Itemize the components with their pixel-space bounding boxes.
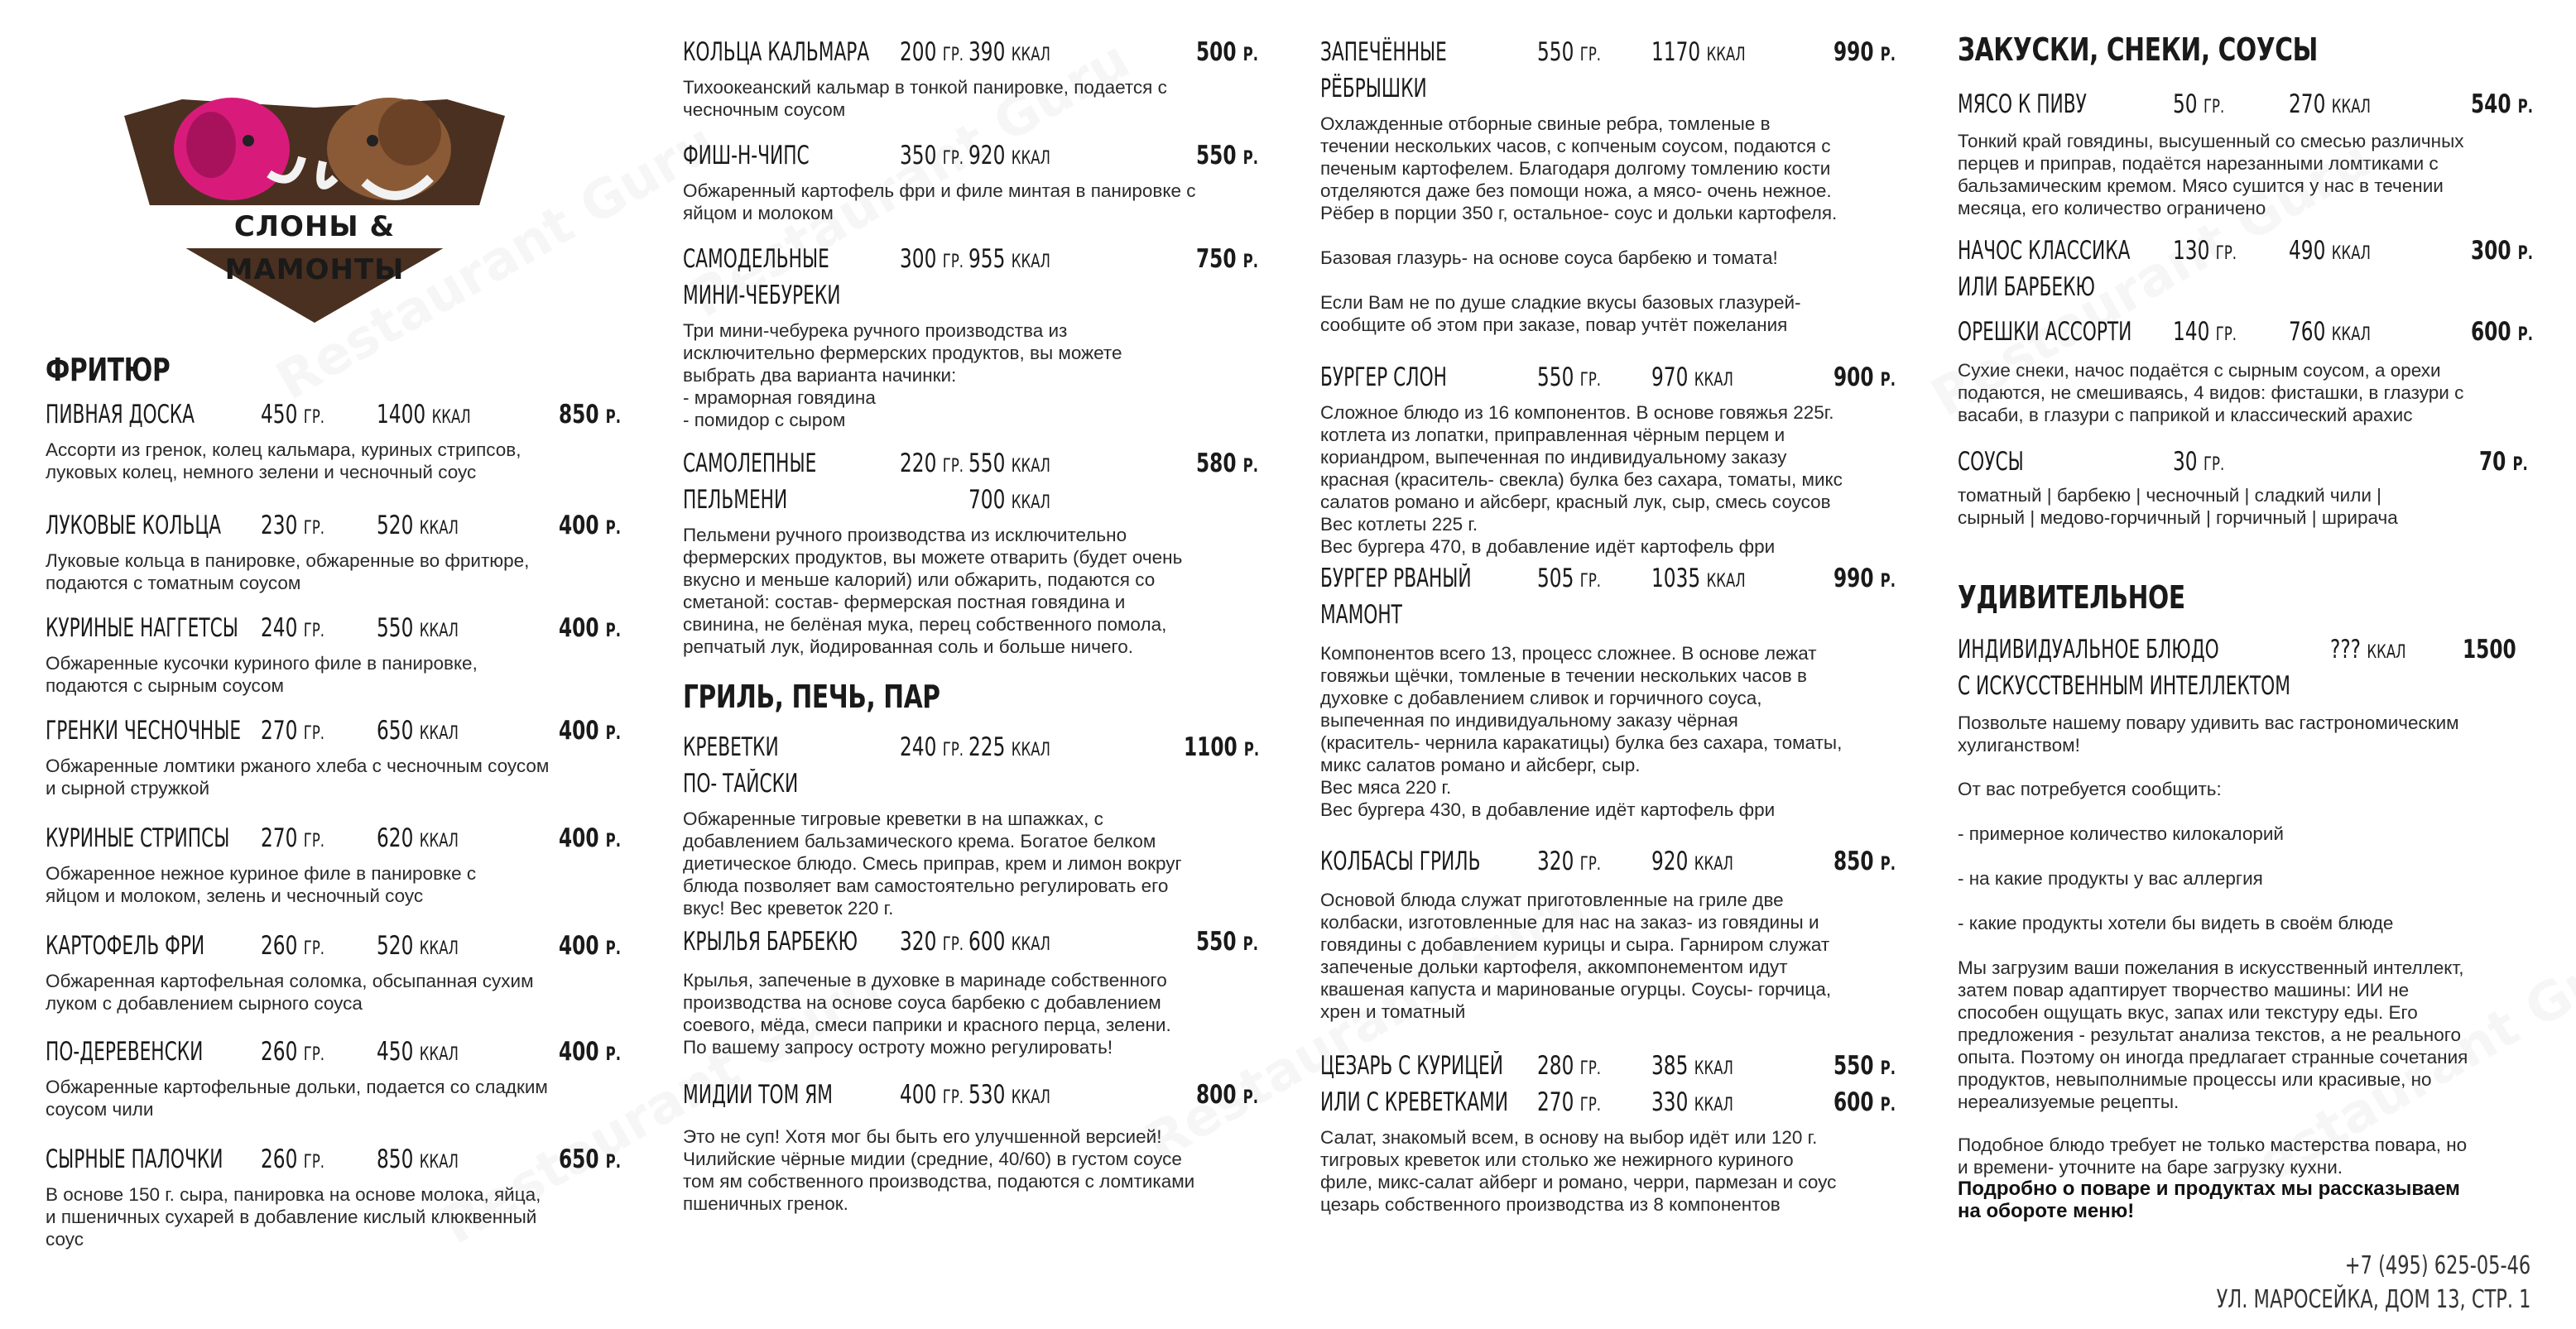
item-kcal: 550 ККАЛ bbox=[377, 613, 459, 643]
item-price: 550 Р. bbox=[1833, 1051, 1896, 1081]
item-price: 300 Р. bbox=[2471, 236, 2533, 266]
item-price: 850 Р. bbox=[559, 400, 621, 429]
item-kcal: 955 ККАЛ bbox=[968, 244, 1050, 274]
section-title-surprise: УДИВИТЕЛЬНОЕ bbox=[1958, 579, 2185, 616]
item-name: МЯСО К ПИВУ bbox=[1958, 89, 2087, 119]
item-description: Крылья, запеченые в духовке в маринаде собственного производства на основе соуса барбекю с добавлением соевого, мёда, смеси паприки и красного перца, зелени. По вашему запросу остроту можно регулировать! bbox=[683, 970, 1171, 1058]
item-name: С ИСКУССТВЕННЫМ ИНТЕЛЛЕКТОМ bbox=[1958, 671, 2290, 701]
item-weight: 300 ГР. bbox=[900, 244, 964, 274]
item-name: БУРГЕР СЛОН bbox=[1320, 362, 1447, 392]
item-price: 400 Р. bbox=[559, 613, 621, 643]
item-price: 540 Р. bbox=[2471, 89, 2533, 119]
item-name: КРЕВЕТКИ bbox=[683, 732, 779, 762]
item-name: ПО-ДЕРЕВЕНСКИ bbox=[46, 1037, 204, 1067]
item-weight: 260 ГР. bbox=[261, 931, 325, 961]
item-name: ЦЕЗАРЬ С КУРИЦЕЙ bbox=[1320, 1051, 1503, 1081]
item-name: ЛУКОВЫЕ КОЛЬЦА bbox=[46, 511, 222, 540]
item-name: ИЛИ С КРЕВЕТКАМИ bbox=[1320, 1087, 1508, 1117]
item-kcal: 520 ККАЛ bbox=[377, 931, 459, 961]
item-kcal: 1035 ККАЛ bbox=[1651, 564, 1746, 593]
item-price: 990 Р. bbox=[1833, 37, 1896, 67]
item-name: ПО- ТАЙСКИ bbox=[683, 769, 799, 799]
item-description: Луковые кольца в панировке, обжаренные во фритюре, подаются с томатным соусом bbox=[46, 550, 530, 593]
item-kcal: 850 ККАЛ bbox=[377, 1144, 459, 1174]
item-price: 500 Р. bbox=[1196, 37, 1258, 67]
item-kcal: 650 ККАЛ bbox=[377, 716, 459, 746]
section-title-fryer: ФРИТЮР bbox=[46, 352, 171, 388]
item-kcal: 490 ККАЛ bbox=[2289, 236, 2371, 266]
item-kcal: 920 ККАЛ bbox=[1651, 847, 1733, 876]
item-price: 600 Р. bbox=[2471, 317, 2533, 347]
item-description: Охлажденные отборные свиные ребра, томленые в течении нескольких часов, с копченым соусом, подаются с печеным картофелем. Благодаря долгому томлению кости отделяются даже без помощи ножа, а мясо- очень нежное. Рёбер в порции 350 г, остальное- соус и дольки картофеля. Базовая глазурь- на основе соуса барбекю и томата! Если Вам не по душе сладкие вкусы базовых глазурей- сообщите об этом при заказе, повар учтёт пожелания bbox=[1320, 113, 1838, 335]
item-price: 400 Р. bbox=[559, 931, 621, 961]
item-name: ФИШ-Н-ЧИПС bbox=[683, 141, 810, 170]
item-weight: 350 ГР. bbox=[900, 141, 964, 170]
item-name: МИДИИ ТОМ ЯМ bbox=[683, 1080, 834, 1110]
item-description: Салат, знакомый всем, в основу на выбор идёт или 120 г. тигровых креветок или столько же нежирного куриного филе, микс-салат айберг и романо, черри, пармезан и соус цезарь собственного производства из 8 компонентов bbox=[1320, 1127, 1837, 1215]
item-description: томатный | барбекю | чесночный | сладкий чили | сырный | медово-горчичный | горчичный | шрирача bbox=[1958, 485, 2398, 528]
item-kcal: 225 ККАЛ bbox=[968, 732, 1050, 762]
item-price: 1100 Р. bbox=[1184, 732, 1260, 762]
item-weight: 240 ГР. bbox=[261, 613, 325, 643]
section-title-grill: ГРИЛЬ, ПЕЧЬ, ПАР bbox=[683, 679, 940, 715]
item-name: ИНДИВИДУАЛЬНОЕ БЛЮДО bbox=[1958, 635, 2219, 664]
item-price: 900 Р. bbox=[1833, 362, 1896, 392]
item-kcal: 390 ККАЛ bbox=[968, 37, 1050, 67]
item-kcal: 270 ККАЛ bbox=[2289, 89, 2371, 119]
item-weight: 260 ГР. bbox=[261, 1144, 325, 1174]
item-price: 850 Р. bbox=[1833, 847, 1896, 876]
ai-bullet: - примерное количество килокалорий bbox=[1958, 823, 2284, 844]
item-price: 400 Р. bbox=[559, 823, 621, 853]
item-description: В основе 150 г. сыра, панировка на основе молока, яйца, и пшеничных сухарей в добавление кислый клюквенный соус bbox=[46, 1184, 541, 1250]
item-kcal: 520 ККАЛ bbox=[377, 511, 459, 540]
item-price: 650 Р. bbox=[559, 1144, 621, 1174]
item-kcal: ??? ККАЛ bbox=[2330, 635, 2406, 664]
ai-bullet: - на какие продукты у вас аллергия bbox=[1958, 868, 2263, 889]
item-weight: 550 ГР. bbox=[1537, 362, 1602, 392]
item-kcal: 970 ККАЛ bbox=[1651, 362, 1733, 392]
item-description: Сухие снеки, начос подаётся с сырным соусом, а орехи подаются, не смешиваясь, 4 видов: фисташки, в глазури с васаби, в глазури с паприкой и классический арахис bbox=[1958, 360, 2464, 425]
item-description: Обжаренные тигровые креветки в на шпажках, с добавлением бальзамического крема. Богатое белком диетическое блюдо. Смесь приправ, крем и лимон вокруг блюда позволяет вам самостоятельно регулировать его вкус! Вес креветок 220 г. bbox=[683, 808, 1182, 919]
footer-phone: +7 (495) 625-05-46 bbox=[2344, 1251, 2530, 1280]
item-name: ИЛИ БАРБЕКЮ bbox=[1958, 272, 2095, 302]
item-name: ПЕЛЬМЕНИ bbox=[683, 485, 788, 515]
item-name: МАМОНТ bbox=[1320, 600, 1402, 630]
item-name: МИНИ-ЧЕБУРЕКИ bbox=[683, 281, 841, 310]
ai-note: Подобное блюдо требует не только мастерства повара, но и времени- уточните на баре загрузку кухни. bbox=[1958, 1135, 2468, 1178]
item-description: Это не суп! Хотя мог бы быть его улучшенной версией! Чилийские чёрные мидии (средние, 40/60) в густом соусе том ям собственного производства, подаются с ломтиками пшеничных гренок. bbox=[683, 1126, 1195, 1214]
item-description: Обжаренное нежное куриное филе в панировке с яйцом и молоком, зелень и чесночный соус bbox=[46, 863, 477, 906]
item-kcal: 330 ККАЛ bbox=[1651, 1087, 1733, 1117]
item-weight: 550 ГР. bbox=[1537, 37, 1602, 67]
item-description: Обжаренный картофель фри и филе минтая в панировке с яйцом и молоком bbox=[683, 180, 1196, 223]
item-price: 400 Р. bbox=[559, 511, 621, 540]
item-name: ЗАПЕЧЁННЫЕ bbox=[1320, 37, 1447, 67]
item-description: Сложное блюдо из 16 компонентов. В основе говяжья 225г. котлета из лопатки, приправленная чёрным перцем и кориандром, выпеченная по индивидуальному заказу красная (краситель- свекла) булка без сахара, томаты, микс салатов романо и айсберг, красный лук, сыр, смесь соусов Вес котлеты 225 г. Вес бургера 470, в добавление идёт картофель фри bbox=[1320, 402, 1843, 557]
ai-requirement-title: От вас потребуется сообщить: bbox=[1958, 779, 2222, 799]
item-weight: 505 ГР. bbox=[1537, 564, 1602, 593]
item-weight: 320 ГР. bbox=[900, 927, 964, 957]
ai-bullet: - какие продукты хотели бы видеть в своём блюде bbox=[1958, 913, 2394, 933]
footer-address: УЛ. МАРОСЕЙКА, ДОМ 13, СТР. 1 bbox=[2216, 1285, 2530, 1314]
item-name: СЫРНЫЕ ПАЛОЧКИ bbox=[46, 1144, 223, 1174]
item-name: БУРГЕР РВАНЫЙ bbox=[1320, 564, 1472, 593]
item-weight: 450 ГР. bbox=[261, 400, 325, 429]
item-name: КОЛЬЦА КАЛЬМАРА bbox=[683, 37, 870, 67]
item-name: ПИВНАЯ ДОСКА bbox=[46, 400, 195, 429]
item-kcal: 550 ККАЛ bbox=[968, 449, 1050, 478]
item-price: 750 Р. bbox=[1196, 244, 1258, 274]
item-name: КРЫЛЬЯ БАРБЕКЮ bbox=[683, 927, 858, 957]
item-weight: 270 ГР. bbox=[1537, 1087, 1602, 1117]
item-weight: 200 ГР. bbox=[900, 37, 964, 67]
item-description: Ассорти из гренок, колец кальмара, куриных стрипсов, луковых колец, немного зелени и чесночный соус bbox=[46, 439, 521, 482]
item-kcal: 920 ККАЛ bbox=[968, 141, 1050, 170]
item-name: КАРТОФЕЛЬ ФРИ bbox=[46, 931, 205, 961]
brand-name: СЛОНЫ & МАМОНТЫ bbox=[144, 205, 485, 248]
item-weight: 230 ГР. bbox=[261, 511, 325, 540]
item-weight: 220 ГР. bbox=[900, 449, 964, 478]
item-description: Пельмени ручного производства из исключительно фермерских продуктов, вы можете отварить (будет очень вкусно и меньше калорий) или обжарить, подаются со сметаной: состав- фермерская постная говядина и свинина, не белёная мука, перец собственного помола, репчатый лук, йодированная соль и больше ничего. bbox=[683, 525, 1183, 657]
item-name: КОЛБАСЫ ГРИЛЬ bbox=[1320, 847, 1481, 876]
brand-logo bbox=[124, 66, 505, 323]
item-price: 400 Р. bbox=[559, 716, 621, 746]
item-description: Тонкий край говядины, высушенный со смесью различных перцев и приправ, подаётся нарезанными ломтиками с бальзамическим кремом. Мясо сушится у нас в течении месяца, его количество ограничено bbox=[1958, 131, 2464, 218]
item-weight: 270 ГР. bbox=[261, 823, 325, 853]
item-name: РЁБРЫШКИ bbox=[1320, 74, 1427, 103]
item-weight: 240 ГР. bbox=[900, 732, 964, 762]
item-price: 550 Р. bbox=[1196, 927, 1258, 957]
item-description: Обжаренные ломтики ржаного хлеба с чесночным соусом и сырной стружкой bbox=[46, 756, 550, 799]
item-kcal: 385 ККАЛ bbox=[1651, 1051, 1733, 1081]
ai-intro: Позвольте нашему повару удивить вас гастрономическим хулиганством! bbox=[1958, 712, 2459, 756]
item-price: 800 Р. bbox=[1196, 1080, 1258, 1110]
item-kcal: 600 ККАЛ bbox=[968, 927, 1050, 957]
item-price: 550 Р. bbox=[1196, 141, 1258, 170]
item-weight: 30 ГР. bbox=[2173, 447, 2225, 477]
item-kcal: 450 ККАЛ bbox=[377, 1037, 459, 1067]
item-price: 1500 bbox=[2463, 635, 2516, 664]
item-description: Обжаренные картофельные дольки, подается со сладким соусом чили bbox=[46, 1077, 548, 1120]
item-weight: 50 ГР. bbox=[2173, 89, 2225, 119]
item-weight: 280 ГР. bbox=[1537, 1051, 1602, 1081]
item-kcal: 620 ККАЛ bbox=[377, 823, 459, 853]
item-kcal: 1170 ККАЛ bbox=[1651, 37, 1746, 67]
item-weight: 400 ГР. bbox=[900, 1080, 964, 1110]
item-name: ГРЕНКИ ЧЕСНОЧНЫЕ bbox=[46, 716, 242, 746]
item-description: Тихоокеанский кальмар в тонкой панировке, подается с чесночным соусом bbox=[683, 77, 1167, 120]
ai-back-note: Подробно о поваре и продуктах мы рассказываем на обороте меню! bbox=[1958, 1178, 2460, 1222]
item-description: Обжаренные кусочки куриного филе в панировке, подаются с сырным соусом bbox=[46, 653, 478, 696]
item-price: 580 Р. bbox=[1196, 449, 1258, 478]
item-weight: 260 ГР. bbox=[261, 1037, 325, 1067]
item-description: Основой блюда служат приготовленные на гриле две колбаски, изготовленные для нас на заказ- из говядины и говядины с добавлением курицы и сыра. Гарниром служат запеченые дольки картофеля, аккомпонементом идут квашеная капуста и маринованые огурцы. Соусы- горчица, хрен и томатный bbox=[1320, 890, 1832, 1022]
item-price: 400 Р. bbox=[559, 1037, 621, 1067]
ai-explanation: Мы загрузим ваши пожелания в искусственный интеллект, затем повар адаптирует творчество машины: ИИ не способен ощущать вкус, запах или текстуру еды. Его предложения - результат анализа текстов, а не реального опыта. Поэтому он иногда предлагает странные сочетания продуктов, невыполнимые процессы или красивые, но нереализуемые рецепты. bbox=[1958, 957, 2468, 1112]
item-weight: 140 ГР. bbox=[2173, 317, 2237, 347]
item-description: Компонентов всего 13, процесс сложнее. В основе лежат говяжьи щёчки, томленые в течении нескольких часов в духовке с добавлением сливок и горчичного соуса, выпеченная по индивидуальному заказу чёрная (краситель- чернила каракатицы) булка без сахара, томаты, микс салатов романо и айсберг, сыр. Вес мяса 220 г. Вес бургера 430, в добавление идёт картофель фри bbox=[1320, 643, 1843, 820]
item-name: КУРИНЫЕ СТРИПСЫ bbox=[46, 823, 230, 853]
item-weight: 270 ГР. bbox=[261, 716, 325, 746]
item-name: КУРИНЫЕ НАГГЕТСЫ bbox=[46, 613, 238, 643]
item-name: САМОДЕЛЬНЫЕ bbox=[683, 244, 829, 274]
item-description: Три мини-чебурека ручного производства из исключительно фермерских продуктов, вы можете выбрать два варианта начинки: - мраморная говядина - помидор с сыром bbox=[683, 320, 1122, 430]
item-description: Обжаренная картофельная соломка, обсыпанная сухим луком с добавлением сырного соуса bbox=[46, 971, 534, 1014]
item-name: НАЧОС КЛАССИКА bbox=[1958, 236, 2131, 266]
item-kcal: 760 ККАЛ bbox=[2289, 317, 2371, 347]
item-weight: 320 ГР. bbox=[1537, 847, 1602, 876]
item-price: 600 Р. bbox=[1833, 1087, 1896, 1117]
item-weight: 130 ГР. bbox=[2173, 236, 2237, 266]
item-kcal: 1400 ККАЛ bbox=[377, 400, 471, 429]
item-name: САМОЛЕПНЫЕ bbox=[683, 449, 817, 478]
section-title-snacks: ЗАКУСКИ, СНЕКИ, СОУСЫ bbox=[1958, 31, 2318, 68]
item-name: СОУСЫ bbox=[1958, 447, 2024, 477]
item-kcal: 530 ККАЛ bbox=[968, 1080, 1050, 1110]
item-price: 990 Р. bbox=[1833, 564, 1896, 593]
item-price: 70 Р. bbox=[2479, 447, 2528, 477]
item-name: ОРЕШКИ АССОРТИ bbox=[1958, 317, 2132, 347]
item-kcal: 700 ККАЛ bbox=[968, 485, 1050, 515]
